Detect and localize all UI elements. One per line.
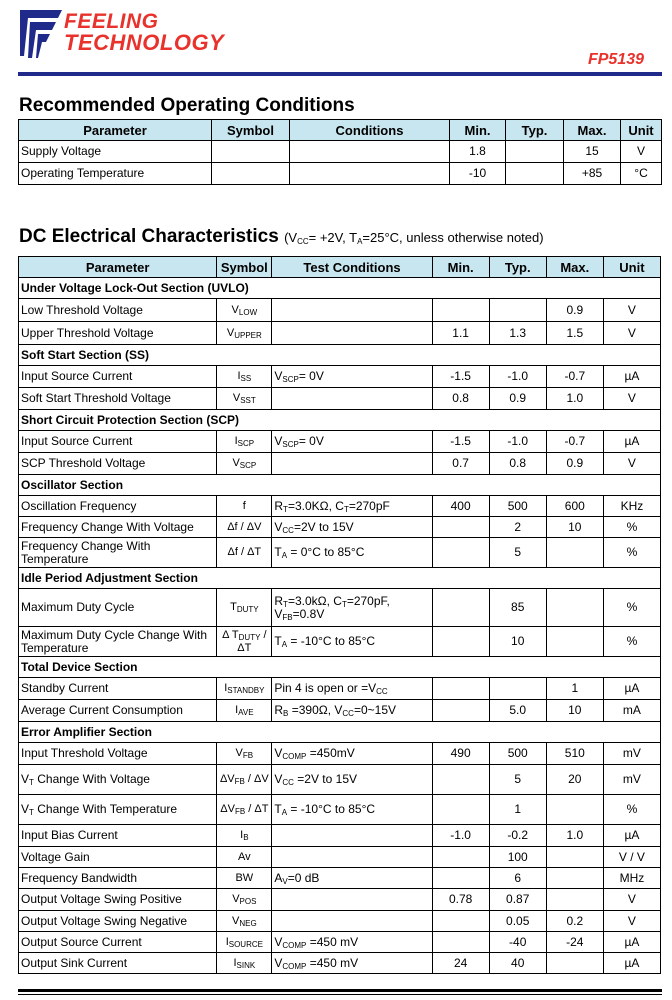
- condition-cell: $V_{CC} =2V$ to 15V: [272, 765, 432, 795]
- unit-cell: µA: [603, 953, 660, 974]
- typ-cell: -40: [489, 932, 546, 953]
- table-row: [19, 868, 661, 889]
- condition-cell: [272, 299, 432, 322]
- symbol-cell: $T_{DUTY}$: [217, 589, 272, 627]
- min-cell: 0.7: [432, 453, 489, 475]
- max-cell: [546, 868, 603, 889]
- table-row: [19, 141, 662, 163]
- unit-cell: V: [603, 322, 660, 345]
- parameter-cell: SCP Threshold Voltage: [19, 453, 217, 475]
- dc-title-text: DC Electrical Characteristics: [19, 226, 279, 247]
- table-row: [19, 322, 661, 345]
- unit-cell: µA: [603, 932, 660, 953]
- typ-cell: [489, 678, 546, 700]
- footer-rule-thin: [18, 994, 662, 995]
- max-cell: -24: [546, 932, 603, 953]
- max-cell: 15: [564, 141, 621, 163]
- max-cell: 10: [546, 700, 603, 722]
- section-title: Total Device Section: [19, 657, 661, 678]
- max-cell: -0.7: [546, 431, 603, 453]
- dc-table: [18, 256, 661, 974]
- symbol-cell: $V_{UPPER}$: [217, 322, 272, 345]
- typ-cell: 5.0: [489, 700, 546, 722]
- min-cell: 1.8: [450, 141, 506, 163]
- column-header: Symbol: [212, 120, 290, 141]
- dc-title: [19, 226, 544, 248]
- unit-cell: µA: [603, 678, 660, 700]
- table-row: [19, 953, 661, 974]
- condition-cell: $V_{CC}=2V$ to 15V: [272, 517, 432, 538]
- unit-cell: mV: [603, 743, 660, 765]
- symbol-cell: $I_{STANDBY}$: [217, 678, 272, 700]
- condition-cell: $V_{SCP}= 0V$: [272, 431, 432, 453]
- roc-title: Recommended Operating Conditions: [19, 95, 355, 116]
- section-title: Oscillator Section: [19, 475, 661, 496]
- header-rule: [18, 72, 662, 76]
- symbol-cell: $I_{SINK}$: [217, 953, 272, 974]
- parameter-cell: Output Voltage Swing Negative: [19, 911, 217, 932]
- table-row: [19, 765, 661, 795]
- table-row: [19, 496, 661, 517]
- condition-cell: [272, 911, 432, 932]
- min-cell: [432, 627, 489, 657]
- unit-cell: MHz: [603, 868, 660, 889]
- condition-cell: $R_T=3.0k\Omega$, $C_T=270pF$, $V_{FB}=0.8V$: [272, 589, 432, 627]
- parameter-cell: Output Voltage Swing Positive: [19, 889, 217, 911]
- company-logo: [18, 8, 248, 60]
- column-header: Parameter: [19, 120, 212, 141]
- parameter-cell: Operating Temperature: [19, 163, 212, 185]
- condition-cell: $A_V=0$ dB: [272, 868, 432, 889]
- symbol-cell: $V_{POS}$: [217, 889, 272, 911]
- typ-cell: [506, 163, 564, 185]
- typ-cell: -1.0: [489, 431, 546, 453]
- table-row: [19, 743, 661, 765]
- symbol-cell: Δf / ΔV: [217, 517, 272, 538]
- max-cell: 1.0: [546, 388, 603, 410]
- max-cell: 1: [546, 678, 603, 700]
- column-header: Typ.: [489, 257, 546, 278]
- footer-rule: [18, 989, 662, 992]
- typ-cell: 100: [489, 847, 546, 868]
- column-header: Test Conditions: [272, 257, 432, 278]
- max-cell: [546, 627, 603, 657]
- max-cell: +85: [564, 163, 621, 185]
- min-cell: [432, 517, 489, 538]
- symbol-cell: $V_{LOW}$: [217, 299, 272, 322]
- unit-cell: V: [603, 299, 660, 322]
- symbol-cell: $\Delta V_{FB}$ / ΔV: [217, 765, 272, 795]
- table-row: [19, 911, 661, 932]
- parameter-cell: Input Source Current: [19, 431, 217, 453]
- min-cell: 400: [432, 496, 489, 517]
- typ-cell: 85: [489, 589, 546, 627]
- min-cell: -1.5: [432, 431, 489, 453]
- typ-cell: 0.8: [489, 453, 546, 475]
- condition-cell: $T_A = 0^\circ C$ to 85°C: [272, 538, 432, 568]
- condition-cell: [272, 388, 432, 410]
- section-row: [19, 475, 661, 496]
- min-cell: [432, 868, 489, 889]
- max-cell: [546, 795, 603, 825]
- typ-cell: 10: [489, 627, 546, 657]
- table-row: [19, 299, 661, 322]
- typ-cell: 5: [489, 765, 546, 795]
- parameter-cell: Soft Start Threshold Voltage: [19, 388, 217, 410]
- min-cell: 1.1: [432, 322, 489, 345]
- symbol-cell: $V_{FB}$: [217, 743, 272, 765]
- typ-cell: 1: [489, 795, 546, 825]
- unit-cell: KHz: [603, 496, 660, 517]
- condition-cell: [290, 141, 450, 163]
- condition-cell: $V_{COMP} =450mV$: [272, 743, 432, 765]
- condition-cell: [272, 453, 432, 475]
- parameter-cell: Supply Voltage: [19, 141, 212, 163]
- parameter-cell: Maximum Duty Cycle: [19, 589, 217, 627]
- max-cell: [546, 889, 603, 911]
- min-cell: [432, 765, 489, 795]
- symbol-cell: $V_{NEG}$: [217, 911, 272, 932]
- parameter-cell: Standby Current: [19, 678, 217, 700]
- typ-cell: 2: [489, 517, 546, 538]
- max-cell: [546, 538, 603, 568]
- symbol-cell: f: [217, 496, 272, 517]
- symbol-cell: BW: [217, 868, 272, 889]
- parameter-cell: Oscillation Frequency: [19, 496, 217, 517]
- section-row: [19, 410, 661, 431]
- typ-cell: 0.9: [489, 388, 546, 410]
- min-cell: [432, 847, 489, 868]
- max-cell: 1.0: [546, 825, 603, 847]
- table-row: [19, 847, 661, 868]
- min-cell: -10: [450, 163, 506, 185]
- table-row: [19, 538, 661, 568]
- column-header: Min.: [432, 257, 489, 278]
- logo-line-1: FEELING: [64, 10, 159, 33]
- typ-cell: 40: [489, 953, 546, 974]
- column-header: Unit: [603, 257, 660, 278]
- min-cell: [432, 700, 489, 722]
- unit-cell: V: [603, 388, 660, 410]
- table-row: [19, 932, 661, 953]
- unit-cell: %: [603, 538, 660, 568]
- unit-cell: V: [603, 911, 660, 932]
- min-cell: 24: [432, 953, 489, 974]
- table-row: [19, 825, 661, 847]
- min-cell: [432, 911, 489, 932]
- table-row: [19, 163, 662, 185]
- unit-cell: V: [603, 453, 660, 475]
- max-cell: 0.9: [546, 453, 603, 475]
- column-header: Max.: [546, 257, 603, 278]
- column-header: Max.: [564, 120, 621, 141]
- condition-cell: $V_{SCP}= 0V$: [272, 366, 432, 388]
- symbol-cell: $V_{SCP}$: [217, 453, 272, 475]
- typ-cell: 0.87: [489, 889, 546, 911]
- min-cell: [432, 795, 489, 825]
- parameter-cell: Low Threshold Voltage: [19, 299, 217, 322]
- condition-cell: $V_{COMP} =450$ mV: [272, 932, 432, 953]
- symbol-cell: Δf / ΔT: [217, 538, 272, 568]
- typ-cell: [489, 299, 546, 322]
- section-title: Under Voltage Lock-Out Section (UVLO): [19, 278, 661, 299]
- logo-line-2: TECHNOLOGY: [64, 30, 225, 55]
- symbol-cell: $I_{SCP}$: [217, 431, 272, 453]
- unit-cell: V / V: [603, 847, 660, 868]
- column-header: Conditions: [290, 120, 450, 141]
- parameter-cell: Output Source Current: [19, 932, 217, 953]
- min-cell: [432, 678, 489, 700]
- table-row: [19, 388, 661, 410]
- table-row: [19, 453, 661, 475]
- max-cell: 20: [546, 765, 603, 795]
- min-cell: 490: [432, 743, 489, 765]
- parameter-cell: $V_T$ Change With Voltage: [19, 765, 217, 795]
- max-cell: [546, 953, 603, 974]
- max-cell: 600: [546, 496, 603, 517]
- dc-title-note: ($V_{CC}= +2V$, $T_A=25^\circ C$, unless otherwise noted): [284, 230, 544, 246]
- condition-cell: $T_A = -10^\circ C$ to 85°C: [272, 627, 432, 657]
- condition-cell: [272, 847, 432, 868]
- section-title: Soft Start Section (SS): [19, 345, 661, 366]
- unit-cell: %: [603, 589, 660, 627]
- max-cell: 1.5: [546, 322, 603, 345]
- column-header: Typ.: [506, 120, 564, 141]
- parameter-cell: Frequency Change With Voltage: [19, 517, 217, 538]
- part-number: FP5139: [587, 51, 644, 68]
- unit-cell: %: [603, 627, 660, 657]
- symbol-cell: Av: [217, 847, 272, 868]
- min-cell: [432, 538, 489, 568]
- section-row: [19, 722, 661, 743]
- column-header: Symbol: [217, 257, 272, 278]
- condition-cell: [272, 322, 432, 345]
- section-row: [19, 657, 661, 678]
- symbol-cell: $\Delta V_{FB}$ / ΔT: [217, 795, 272, 825]
- parameter-cell: Voltage Gain: [19, 847, 217, 868]
- min-cell: 0.78: [432, 889, 489, 911]
- parameter-cell: Input Threshold Voltage: [19, 743, 217, 765]
- condition-cell: $R_B =390\Omega$, $V_{CC}=0\sim 15V$: [272, 700, 432, 722]
- parameter-cell: Upper Threshold Voltage: [19, 322, 217, 345]
- unit-cell: mV: [603, 765, 660, 795]
- unit-cell: %: [603, 517, 660, 538]
- table-row: [19, 700, 661, 722]
- parameter-cell: Frequency Bandwidth: [19, 868, 217, 889]
- min-cell: [432, 299, 489, 322]
- max-cell: 10: [546, 517, 603, 538]
- max-cell: [546, 589, 603, 627]
- symbol-cell: $I_B$: [217, 825, 272, 847]
- typ-cell: 500: [489, 496, 546, 517]
- table-row: [19, 627, 661, 657]
- parameter-cell: Input Source Current: [19, 366, 217, 388]
- unit-cell: %: [603, 795, 660, 825]
- condition-cell: $R_T=3.0K\Omega$, $C_T=270pF$: [272, 496, 432, 517]
- unit-cell: µA: [603, 366, 660, 388]
- column-header: Unit: [621, 120, 662, 141]
- logo-mark-icon: [18, 8, 64, 60]
- parameter-cell: Output Sink Current: [19, 953, 217, 974]
- table-row: [19, 889, 661, 911]
- typ-cell: 500: [489, 743, 546, 765]
- unit-cell: µA: [603, 431, 660, 453]
- typ-cell: -0.2: [489, 825, 546, 847]
- table-row: [19, 795, 661, 825]
- parameter-cell: $V_T$ Change With Temperature: [19, 795, 217, 825]
- parameter-cell: Average Current Consumption: [19, 700, 217, 722]
- section-row: [19, 568, 661, 589]
- symbol-cell: $I_{AVE}$: [217, 700, 272, 722]
- unit-cell: V: [603, 889, 660, 911]
- max-cell: 0.2: [546, 911, 603, 932]
- symbol-cell: $V_{SST}$: [217, 388, 272, 410]
- section-row: [19, 278, 661, 299]
- typ-cell: 5: [489, 538, 546, 568]
- parameter-cell: Frequency Change With Temperature: [19, 538, 217, 568]
- column-header: Parameter: [19, 257, 217, 278]
- roc-table: [18, 119, 662, 185]
- section-title: Error Amplifier Section: [19, 722, 661, 743]
- condition-cell: [272, 889, 432, 911]
- unit-cell: °C: [621, 163, 662, 185]
- condition-cell: Pin 4 is open or $=V_{CC}$: [272, 678, 432, 700]
- table-row: [19, 678, 661, 700]
- max-cell: 510: [546, 743, 603, 765]
- symbol-cell: $I_{SOURCE}$: [217, 932, 272, 953]
- typ-cell: 6: [489, 868, 546, 889]
- max-cell: [546, 847, 603, 868]
- table-row: [19, 517, 661, 538]
- unit-cell: mA: [603, 700, 660, 722]
- symbol-cell: [212, 163, 290, 185]
- max-cell: -0.7: [546, 366, 603, 388]
- min-cell: -1.0: [432, 825, 489, 847]
- section-row: [19, 345, 661, 366]
- condition-cell: [290, 163, 450, 185]
- typ-cell: -1.0: [489, 366, 546, 388]
- symbol-cell: Δ $T_{DUTY}$ / ΔT: [217, 627, 272, 657]
- min-cell: 0.8: [432, 388, 489, 410]
- unit-cell: V: [621, 141, 662, 163]
- section-title: Short Circuit Protection Section (SCP): [19, 410, 661, 431]
- condition-cell: $T_A = -10^\circ C$ to 85°C: [272, 795, 432, 825]
- max-cell: 0.9: [546, 299, 603, 322]
- table-row: [19, 589, 661, 627]
- section-title: Idle Period Adjustment Section: [19, 568, 661, 589]
- symbol-cell: [212, 141, 290, 163]
- table-row: [19, 366, 661, 388]
- table-row: [19, 431, 661, 453]
- parameter-cell: Maximum Duty Cycle Change With Temperature: [19, 627, 217, 657]
- typ-cell: 0.05: [489, 911, 546, 932]
- column-header: Min.: [450, 120, 506, 141]
- min-cell: -1.5: [432, 366, 489, 388]
- typ-cell: 1.3: [489, 322, 546, 345]
- unit-cell: µA: [603, 825, 660, 847]
- condition-cell: $V_{COMP} =450$ mV: [272, 953, 432, 974]
- typ-cell: [506, 141, 564, 163]
- min-cell: [432, 589, 489, 627]
- min-cell: [432, 932, 489, 953]
- parameter-cell: Input Bias Current: [19, 825, 217, 847]
- condition-cell: [272, 825, 432, 847]
- symbol-cell: $I_{SS}$: [217, 366, 272, 388]
